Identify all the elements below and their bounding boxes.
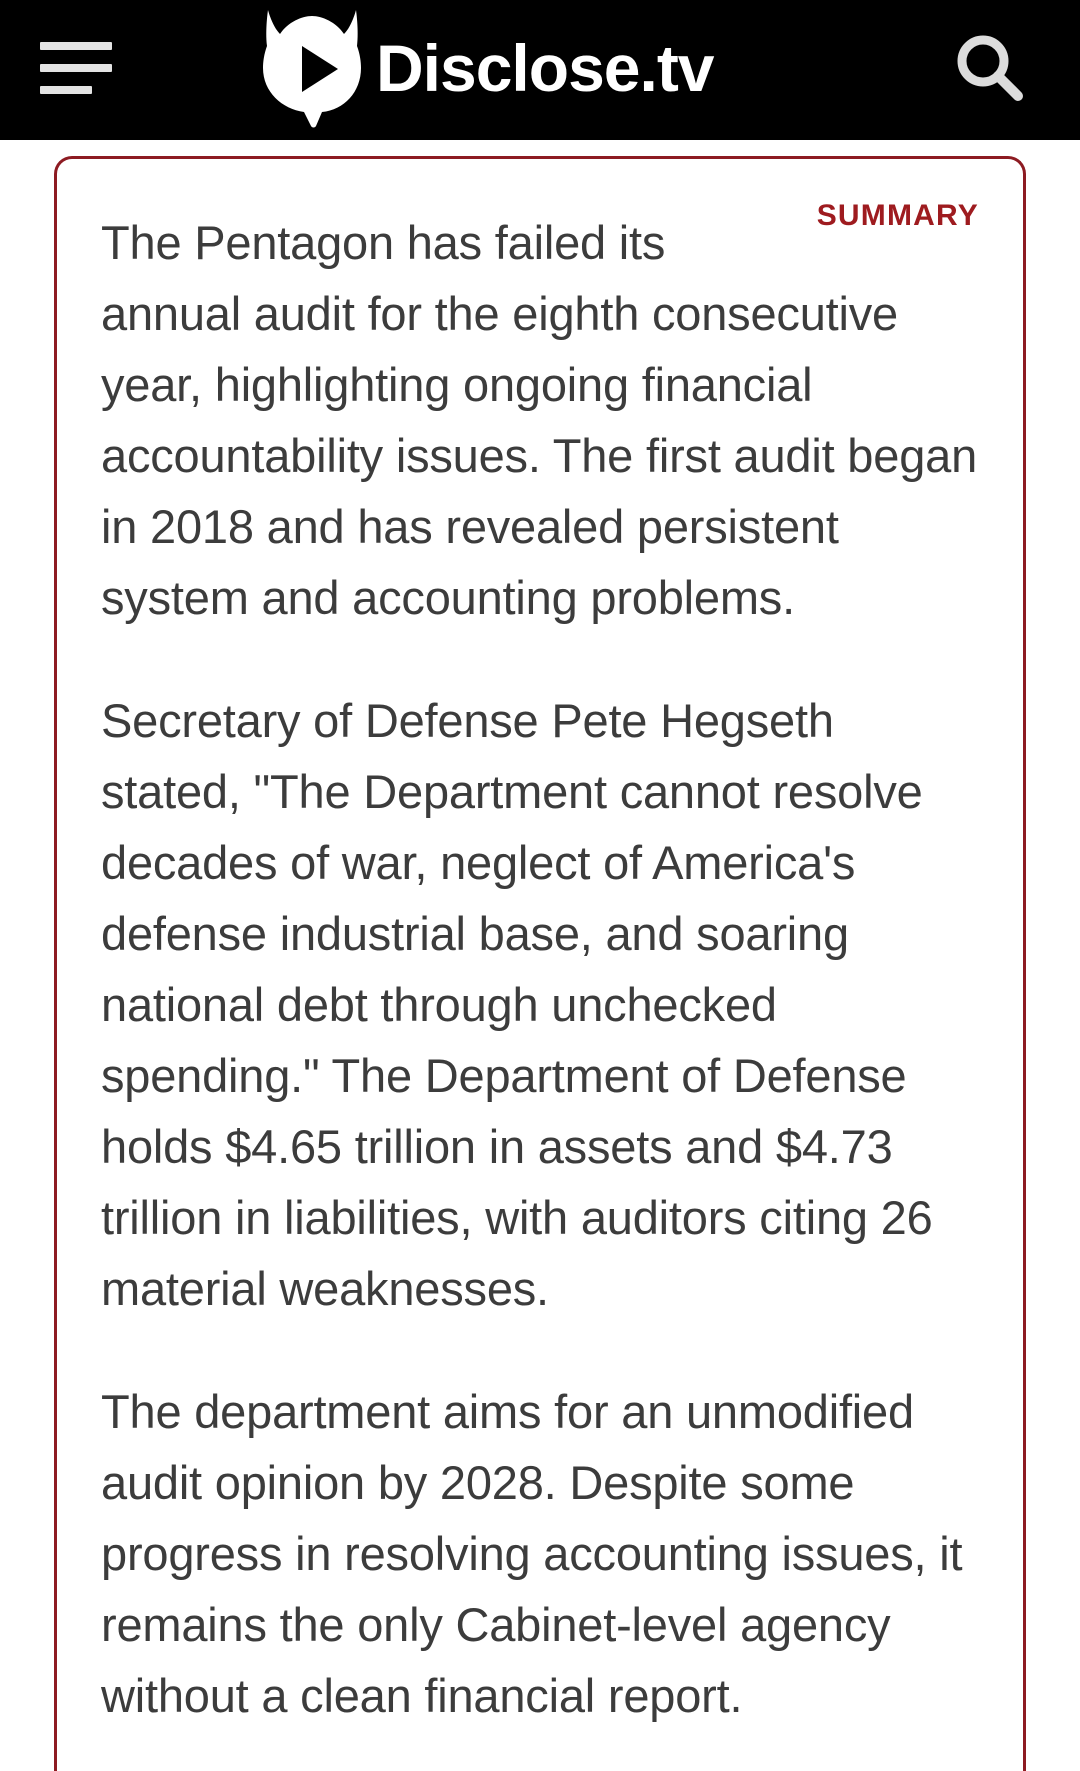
- summary-text-body: [101, 199, 977, 1731]
- summary-paragraph-3: The department aims for an unmodified audit opinion by 2028. Despite some progress in resolving accounting issues, it remains the only Cabinet-level agency without a clean financial report.: [101, 1385, 963, 1722]
- summary-badge-text-spacer: [677, 207, 977, 275]
- article-summary-section: [0, 140, 1080, 1770]
- summary-paragraph-2: Secretary of Defense Pete Hegseth stated, "The Department cannot resolve decades of war, neglect of America's defense industrial base, and soaring national debt through unchecked spending." The Department of Defense holds $4.65 trillion in assets and $4.73 trillion in liabilities, with auditors citing 26 material weaknesses.: [101, 694, 933, 1315]
- hamburger-menu-icon[interactable]: [40, 34, 112, 102]
- summary-paragraph-1: The Pentagon has failed its annual audit for the eighth consecutive year, highlighting ongoing financial accountability issues. The first audit began in 2018 and has revealed persistent system and accounting problems.: [101, 207, 977, 633]
- brand-name: Disclose.tv: [376, 31, 714, 105]
- hamburger-bar-1: [40, 42, 112, 50]
- brand-logo-link[interactable]: [258, 0, 714, 140]
- hamburger-bar-2: [40, 64, 112, 72]
- hamburger-bar-3: [40, 86, 92, 94]
- search-glyph: [952, 30, 1028, 106]
- summary-badge: SUMMARY: [816, 199, 979, 232]
- search-icon[interactable]: [944, 22, 1036, 114]
- disclose-tv-play-bubble-logo-icon: [258, 8, 362, 128]
- summary-card: [54, 156, 1026, 1771]
- site-header: [0, 0, 1080, 140]
